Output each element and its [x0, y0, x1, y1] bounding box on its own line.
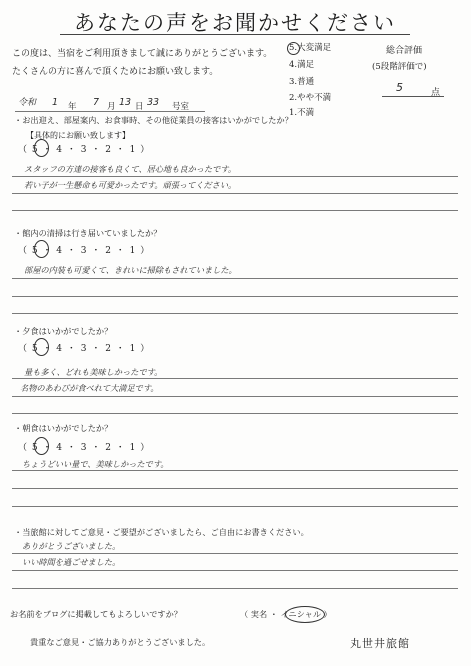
stay-room-label: 号室 — [172, 102, 190, 112]
selected-circle-breakfast — [34, 437, 49, 455]
legend-3: 3.普通 — [289, 77, 315, 87]
ruled-line — [12, 488, 458, 489]
ruled-line — [12, 588, 458, 589]
selected-circle-dinner — [34, 338, 49, 356]
ruled-line — [12, 313, 458, 314]
ruled-line — [12, 193, 458, 194]
ruled-line — [12, 278, 458, 279]
stay-day: 13 — [119, 97, 132, 108]
thanks-message: 貴重なご意見・ご協力ありがとうございました。 — [30, 637, 211, 647]
stay-era: 令和 — [18, 98, 37, 108]
ruled-line — [12, 296, 458, 297]
selected-circle-cleaning — [34, 240, 49, 258]
title-underline — [60, 34, 410, 35]
selected-circle-staff — [34, 139, 49, 157]
comment-dinner-1: 量も多く、どれも美味しかったです。 — [24, 367, 163, 377]
comment-requests-2: いい時間を過ごせました。 — [22, 557, 121, 567]
stay-room-number: 33 — [147, 97, 160, 108]
overall-unit: 点 — [431, 88, 441, 98]
legend-2: 2.やや不満 — [289, 93, 332, 103]
scale-breakfast: （ 5 ・ 4 ・ 3 ・ 2 ・ 1 ） — [18, 443, 151, 453]
comment-staff-1: スタッフの方達の接客も良くて、居心地も良かったです。 — [24, 164, 237, 174]
ruled-line — [12, 378, 458, 379]
intro-line-1: この度は、当宿をご利用頂きまして誠にありがとうございます。 — [12, 49, 273, 59]
question-staff: ・お出迎え、部屋案内、お食事時、その他従業員の接客はいかがでしたか？ — [14, 115, 293, 125]
legend-5-circle — [287, 42, 300, 55]
stay-underline — [15, 111, 205, 112]
legend-5: 5.大変満足 — [289, 43, 332, 53]
scale-cleaning: （ 5 ・ 4 ・ 3 ・ 2 ・ 1 ） — [18, 246, 151, 256]
overall-label: 総合評価 — [386, 46, 423, 56]
question-cleaning: ・館内の清掃は行き届いていましたか？ — [14, 228, 162, 238]
ruled-line — [12, 176, 458, 177]
blog-question: お名前をブログに掲載してもよろしいですか？ — [10, 609, 182, 619]
ruled-line — [12, 470, 458, 471]
ruled-line — [12, 396, 458, 397]
ryokan-name: 丸世井旅館 — [350, 637, 410, 650]
ruled-line — [12, 553, 458, 554]
comment-staff-2: 若い子が一生懸命も可愛かったです。頑張ってください。 — [24, 180, 237, 190]
comment-cleaning-1: 部屋の内装も可愛くて、きれいに掃除もされていました。 — [24, 265, 237, 275]
stay-month: 7 — [93, 97, 100, 108]
stay-day-label: 日 — [135, 102, 144, 112]
question-staff-sub: 【具体的にお願い致します】 — [26, 131, 130, 140]
ruled-line — [12, 570, 458, 571]
stay-year-label: 年 — [68, 102, 77, 112]
comment-breakfast-1: ちょうどいい量で、美味しかったです。 — [22, 459, 169, 469]
stay-month-label: 月 — [107, 102, 116, 112]
question-requests: ・当旅館に対してご意見・ご要望がございましたら、ご自由にお書きください。 — [14, 527, 309, 537]
legend-4: 4.満足 — [289, 60, 315, 70]
overall-score: 5 — [396, 81, 403, 94]
ruled-line — [12, 413, 458, 414]
overall-sub: (5段階評価で) — [372, 62, 427, 72]
scale-staff: （ 5 ・ 4 ・ 3 ・ 2 ・ 1 ） — [18, 145, 151, 155]
question-breakfast: ・朝食はいかがでしたか？ — [14, 423, 113, 433]
ruled-line — [12, 506, 458, 507]
page-title: あなたの声をお聞かせください — [74, 11, 396, 35]
selected-option-circle — [285, 606, 325, 623]
stay-year: 1 — [52, 97, 59, 108]
comment-requests-1: ありがとうございました。 — [22, 541, 121, 551]
scale-dinner: （ 5 ・ 4 ・ 3 ・ 2 ・ 1 ） — [18, 344, 151, 354]
legend-1: 1.不満 — [289, 108, 315, 118]
intro-line-2: たくさんの方に喜んで頂くためにお願い致します。 — [12, 67, 219, 77]
comment-dinner-2: 名物のあわびが食べれて大満足です。 — [20, 383, 159, 393]
question-dinner: ・夕食はいかがでしたか？ — [14, 326, 113, 336]
blog-options: （ 実名 ・ イニシャル ） — [240, 609, 332, 619]
ruled-line — [12, 210, 458, 211]
